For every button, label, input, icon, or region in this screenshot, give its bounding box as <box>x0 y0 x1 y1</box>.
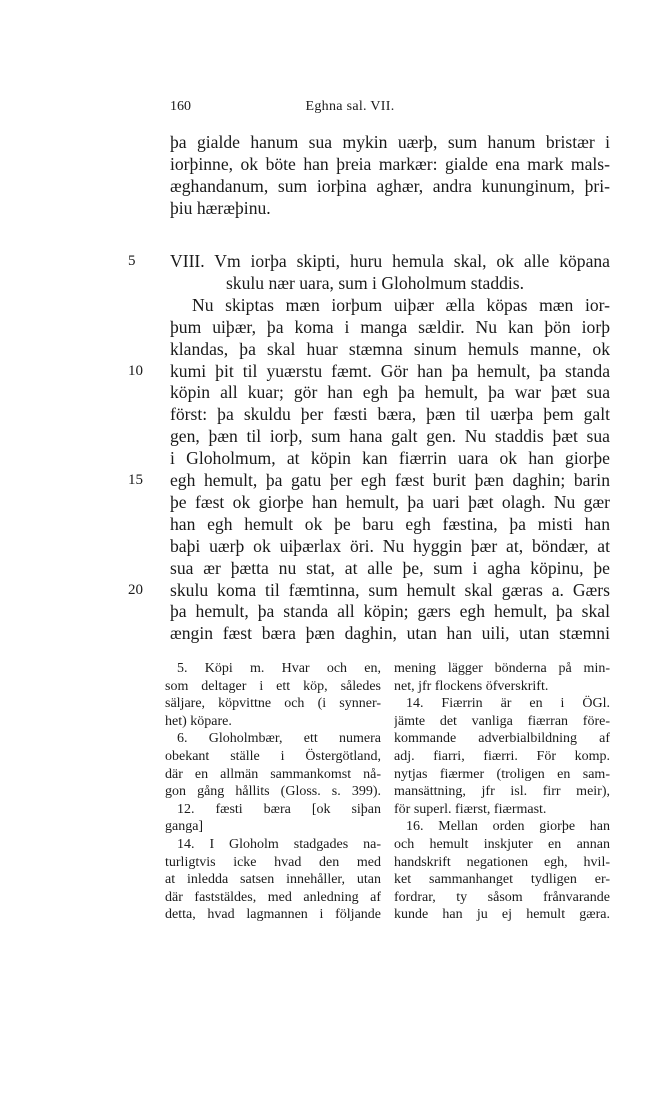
footnote-line: nytjas fiærmer (troligen en sam- <box>394 767 610 782</box>
footnote-line: 16. Mellan orden giorþe han <box>406 819 610 834</box>
text-line: gen, þæn til iorþ, sum hana galt gen. Nu staddis þæt sua <box>170 426 610 446</box>
footnote-line: som deltager i ett köp, således <box>165 679 381 694</box>
text-line: ængin fæst bæra þæn daghin, utan han uili, utan stæmni <box>170 623 610 643</box>
footnote-line: turligtvis icke hvad den med <box>165 855 381 870</box>
footnote-line: säljare, köpvittne och (i synner- <box>165 696 381 711</box>
footnote-line: net, jfr flockens öfverskrift. <box>394 679 549 694</box>
text-line: sua ær þætta nu stat, at alle þe, sum i agha köpinu, þe <box>170 558 610 578</box>
line-number: 20 <box>128 582 143 598</box>
footnote-line: 12. fæsti bæra [ok siþan <box>177 802 381 817</box>
text-line: þe fæst ok giorþe han hemult, þa uari þæt olagh. Nu gær <box>170 492 610 512</box>
footnote-line: och hemult inskjuter en annan <box>394 837 610 852</box>
footnote-line: het) köpare. <box>165 714 232 729</box>
text-line: þum uiþær, þa koma i manga sældir. Nu kan þön iorþ <box>170 317 610 337</box>
text-line: iorþinne, ok böte han þreia markær: gialde ena mark mals- <box>170 154 610 174</box>
running-title: Eghna sal. VII. <box>305 99 395 114</box>
footnote-line: ket sammanhanget tydligen er- <box>394 872 610 887</box>
text-line: þa gialde hanum sua mykin uærþ, sum hanum bristær i <box>170 132 610 152</box>
text-line: Nu skiptas mæn iorþum uiþær ælla köpas mæn ior- <box>192 295 610 315</box>
footnote-line: at inledda satsen innehåller, utan <box>165 872 381 887</box>
footnote-line: kunde han ju ej hemult gæra. <box>394 907 610 922</box>
footnote-line: kommande adverbialbildning af <box>394 731 610 746</box>
text-line: klandas, þa skal huar stæmna sinum hemuls manne, ok <box>170 339 610 359</box>
footnote-line: handskrift negationen egh, hvil- <box>394 855 610 870</box>
line-number: 5 <box>128 253 136 269</box>
text-line: i Gloholmum, at köpin kan fiærrin uara ok han giorþe <box>170 448 610 468</box>
footnote-line: mansättning, jfr isl. firr meir), <box>394 784 610 799</box>
footnote-line: där faststäldes, med anledning af <box>165 890 381 905</box>
line-number: 15 <box>128 472 143 488</box>
text-line: först: þa skuldu þer fæsti bæra, þæn til uærþa þem galt <box>170 404 610 424</box>
text-line: egh hemult, þa gatu þer egh fæst burit þæn daghin; barin <box>170 470 610 490</box>
text-line: köpin all kuar; gör han egh þa hemult, þa war þæt sua <box>170 382 610 402</box>
footnote-line: ganga] <box>165 819 204 834</box>
text-line: æghandanum, sum iorþina aghær, andra kununginum, þri- <box>170 176 610 196</box>
text-line: þa hemult, þa standa all köpin; gærs egh hemult, þa skal <box>170 601 610 621</box>
footnote-line: 14. Fiærrin är en i ÖGl. <box>406 696 610 711</box>
footnote-line: jämte det vanliga fiærran före- <box>394 714 610 729</box>
text-line: han egh hemult ok þe baru egh fæstina, þa misti han <box>170 514 610 534</box>
footnote-line: mening lägger bönderna på min- <box>394 661 610 676</box>
chapter-heading-continued: skulu nær uara, sum i Gloholmum staddis. <box>225 273 525 293</box>
footnote-line: 14. I Gloholm stadgades na- <box>177 837 381 852</box>
footnote-line: gon gång hållits (Gloss. s. 399). <box>165 784 381 799</box>
text-line: kumi þit til yuærstu fæmt. Gör han þa hemult, þa standa <box>170 361 610 381</box>
footnote-line: 6. Gloholmbær, ett numera <box>177 731 381 746</box>
footnote-line: fordrar, ty såsom frånvarande <box>394 890 610 905</box>
footnote-line: för superl. fiærst, fiærmast. <box>394 802 547 817</box>
text-line: baþi uærþ ok uiþærlax öri. Nu hyggin þær at, böndær, at <box>170 536 610 556</box>
footnote-line: 5. Köpi m. Hvar och en, <box>177 661 381 676</box>
footnote-line: adj. fiarri, fiærri. För komp. <box>394 749 610 764</box>
footnote-line: detta, hvad lagmannen i följande <box>165 907 381 922</box>
line-number: 10 <box>128 363 143 379</box>
footnote-line: där en allmän sammankomst nå- <box>165 767 381 782</box>
chapter-heading: VIII. Vm iorþa skipti, huru hemula skal, ok alle köpana <box>170 251 610 271</box>
text-line: skulu koma til fæmtinna, sum hemult skal gæras a. Gærs <box>170 580 610 600</box>
text-line: þiu hæræþinu. <box>170 198 271 218</box>
page-number: 160 <box>170 99 191 114</box>
page-header <box>170 97 610 117</box>
footnote-line: obekant ställe i Östergötland, <box>165 749 381 764</box>
